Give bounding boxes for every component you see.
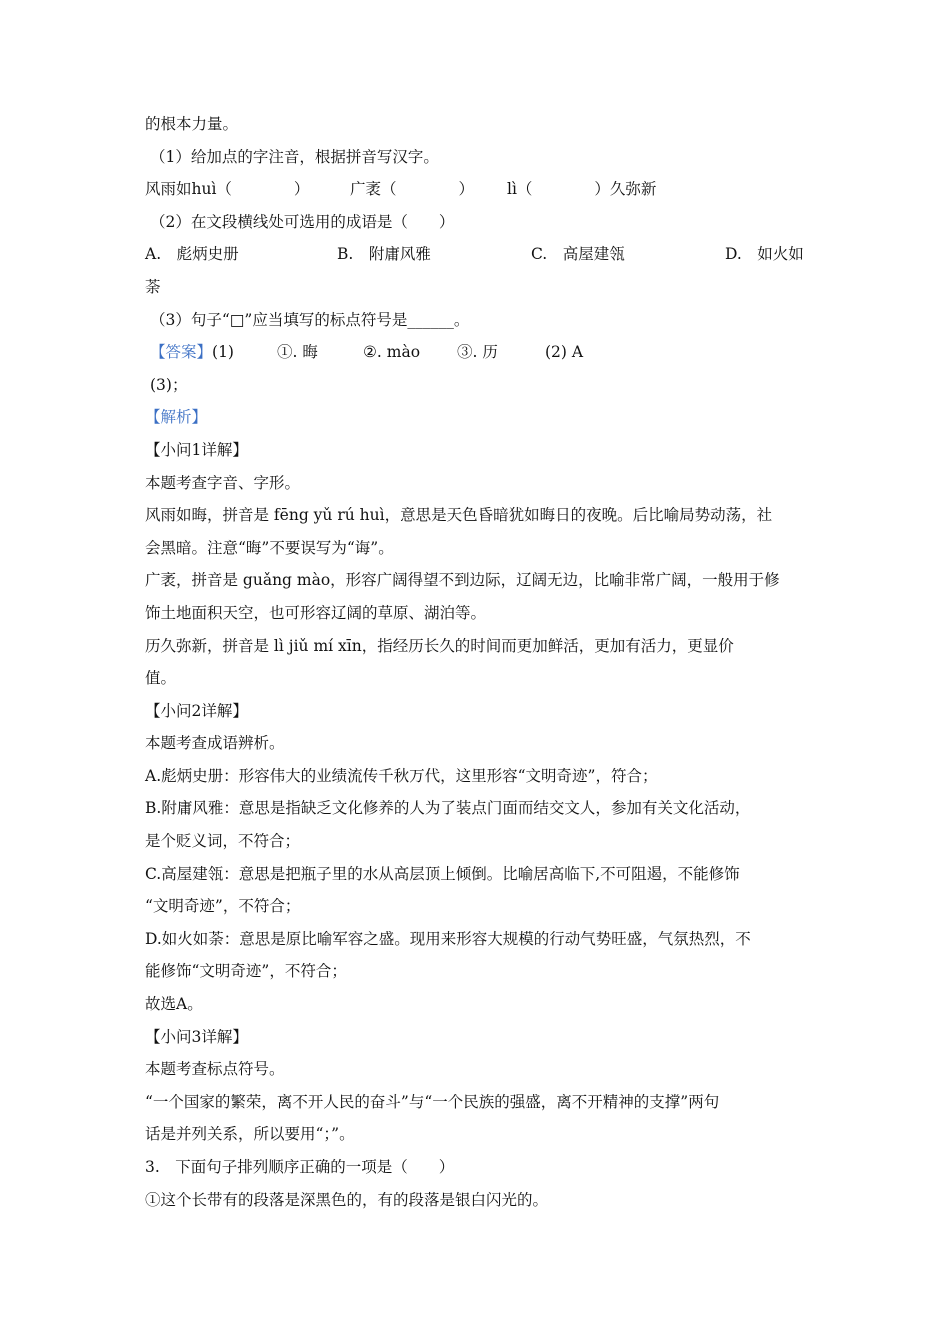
text-line: 故选A。 bbox=[145, 995, 203, 1014]
text-line: 本题考查字音、字形。 bbox=[145, 473, 301, 492]
answer-part-1: (1) bbox=[212, 343, 234, 362]
answer-part-3: (3)； bbox=[150, 375, 188, 394]
answer-label bbox=[150, 336, 234, 369]
option-d: D. 如火如 bbox=[725, 245, 804, 264]
text-line: A.彪炳史册：形容伟大的业绩流传千秋万代，这里形容“文明奇迹”，符合； bbox=[145, 766, 658, 785]
sub-question-2-heading: 【小问2详解】 bbox=[145, 701, 248, 720]
text-line: 饰土地面积天空，也可形容辽阔的草原、湖泊等。 bbox=[145, 603, 487, 622]
analysis-tag: 【解析】 bbox=[145, 408, 208, 427]
question-1-prompt: （1）给加点的字注音，根据拼音写汉字。 bbox=[150, 147, 439, 166]
option-a: A. 彪炳史册 bbox=[145, 245, 239, 264]
option-c: C. 高屋建瓴 bbox=[531, 245, 625, 264]
pinyin-item-2: 广袤（ ） bbox=[350, 180, 475, 199]
text-line: “一个国家的繁荣，离不开人民的奋斗”与“一个民族的强盛，离不开精神的支撑”两句 bbox=[145, 1092, 720, 1111]
text-line: 会黑暗。注意“晦”不要误写为“诲”。 bbox=[145, 538, 394, 557]
text-line: 本题考查成语辨析。 bbox=[145, 734, 285, 753]
text-line: 的根本力量。 bbox=[145, 115, 239, 133]
text-line: B.附庸风雅：意思是指缺乏文化修养的人为了装点门面而结交文人，参加有关文化活动， bbox=[145, 799, 751, 818]
answer-item-2: ②. mào bbox=[363, 343, 421, 362]
text-line: 值。 bbox=[145, 669, 177, 688]
document-page bbox=[145, 108, 810, 1216]
text-line: 风雨如晦，拼音是 fēng yǔ rú huì，意思是天色昏暗犹如晦日的夜晚。后比喻局势动荡，社 bbox=[145, 506, 773, 525]
text-line: C.高屋建瓴：意思是把瓶子里的水从高层顶上倾倒。比喻居高临下,不可阻遏，不能修饰 bbox=[145, 864, 740, 883]
answer-item-1: ①. 晦 bbox=[277, 343, 318, 362]
text-line: 能修饰“文明奇迹”，不符合； bbox=[145, 962, 347, 981]
text-line: 本题考查标点符号。 bbox=[145, 1060, 285, 1079]
option-b: B. 附庸风雅 bbox=[337, 245, 431, 264]
pinyin-row bbox=[145, 173, 810, 206]
question-3-title: 3. 下面句子排列顺序正确的一项是（ ） bbox=[145, 1158, 455, 1176]
sub-question-3-heading: 【小问3详解】 bbox=[145, 1027, 248, 1046]
options-row bbox=[145, 238, 810, 271]
text-line: “文明奇迹”，不符合； bbox=[145, 897, 301, 916]
text-line: 广袤，拼音是 guǎng mào，形容广阔得望不到边际，辽阔无边，比喻非常广阔，一般用于修 bbox=[145, 571, 780, 590]
pinyin-item-3: lì（ ）久弥新 bbox=[507, 180, 657, 199]
answer-tag: 【答案】 bbox=[150, 343, 213, 362]
text-line: ①这个长带有的段落是深黑色的，有的段落是银白闪光的。 bbox=[145, 1190, 549, 1209]
text-line: 历久弥新，拼音是 lì jiǔ mí xīn，指经历长久的时间而更加鲜活，更加有活力，更显价 bbox=[145, 636, 734, 655]
text-line: D.如火如荼：意思是原比喻军容之盛。现用来形容大规模的行动气势旺盛，气氛热烈，不 bbox=[145, 929, 751, 948]
text-line: 话是并列关系，所以要用“；”。 bbox=[145, 1125, 355, 1144]
option-d-continued: 荼 bbox=[145, 277, 161, 296]
question-3-prompt: （3）句子“□”应当填写的标点符号是______。 bbox=[150, 310, 470, 329]
answer-row bbox=[145, 336, 810, 369]
answer-part-2: (2) A bbox=[545, 343, 584, 362]
answer-item-3: ③. 历 bbox=[457, 343, 498, 362]
question-2-prompt: （2）在文段横线处可选用的成语是（ ） bbox=[150, 212, 455, 231]
pinyin-item-1: 风雨如huì（ ） bbox=[145, 180, 310, 199]
sub-question-1-heading: 【小问1详解】 bbox=[145, 440, 248, 459]
text-line: 是个贬义词，不符合； bbox=[145, 832, 301, 851]
